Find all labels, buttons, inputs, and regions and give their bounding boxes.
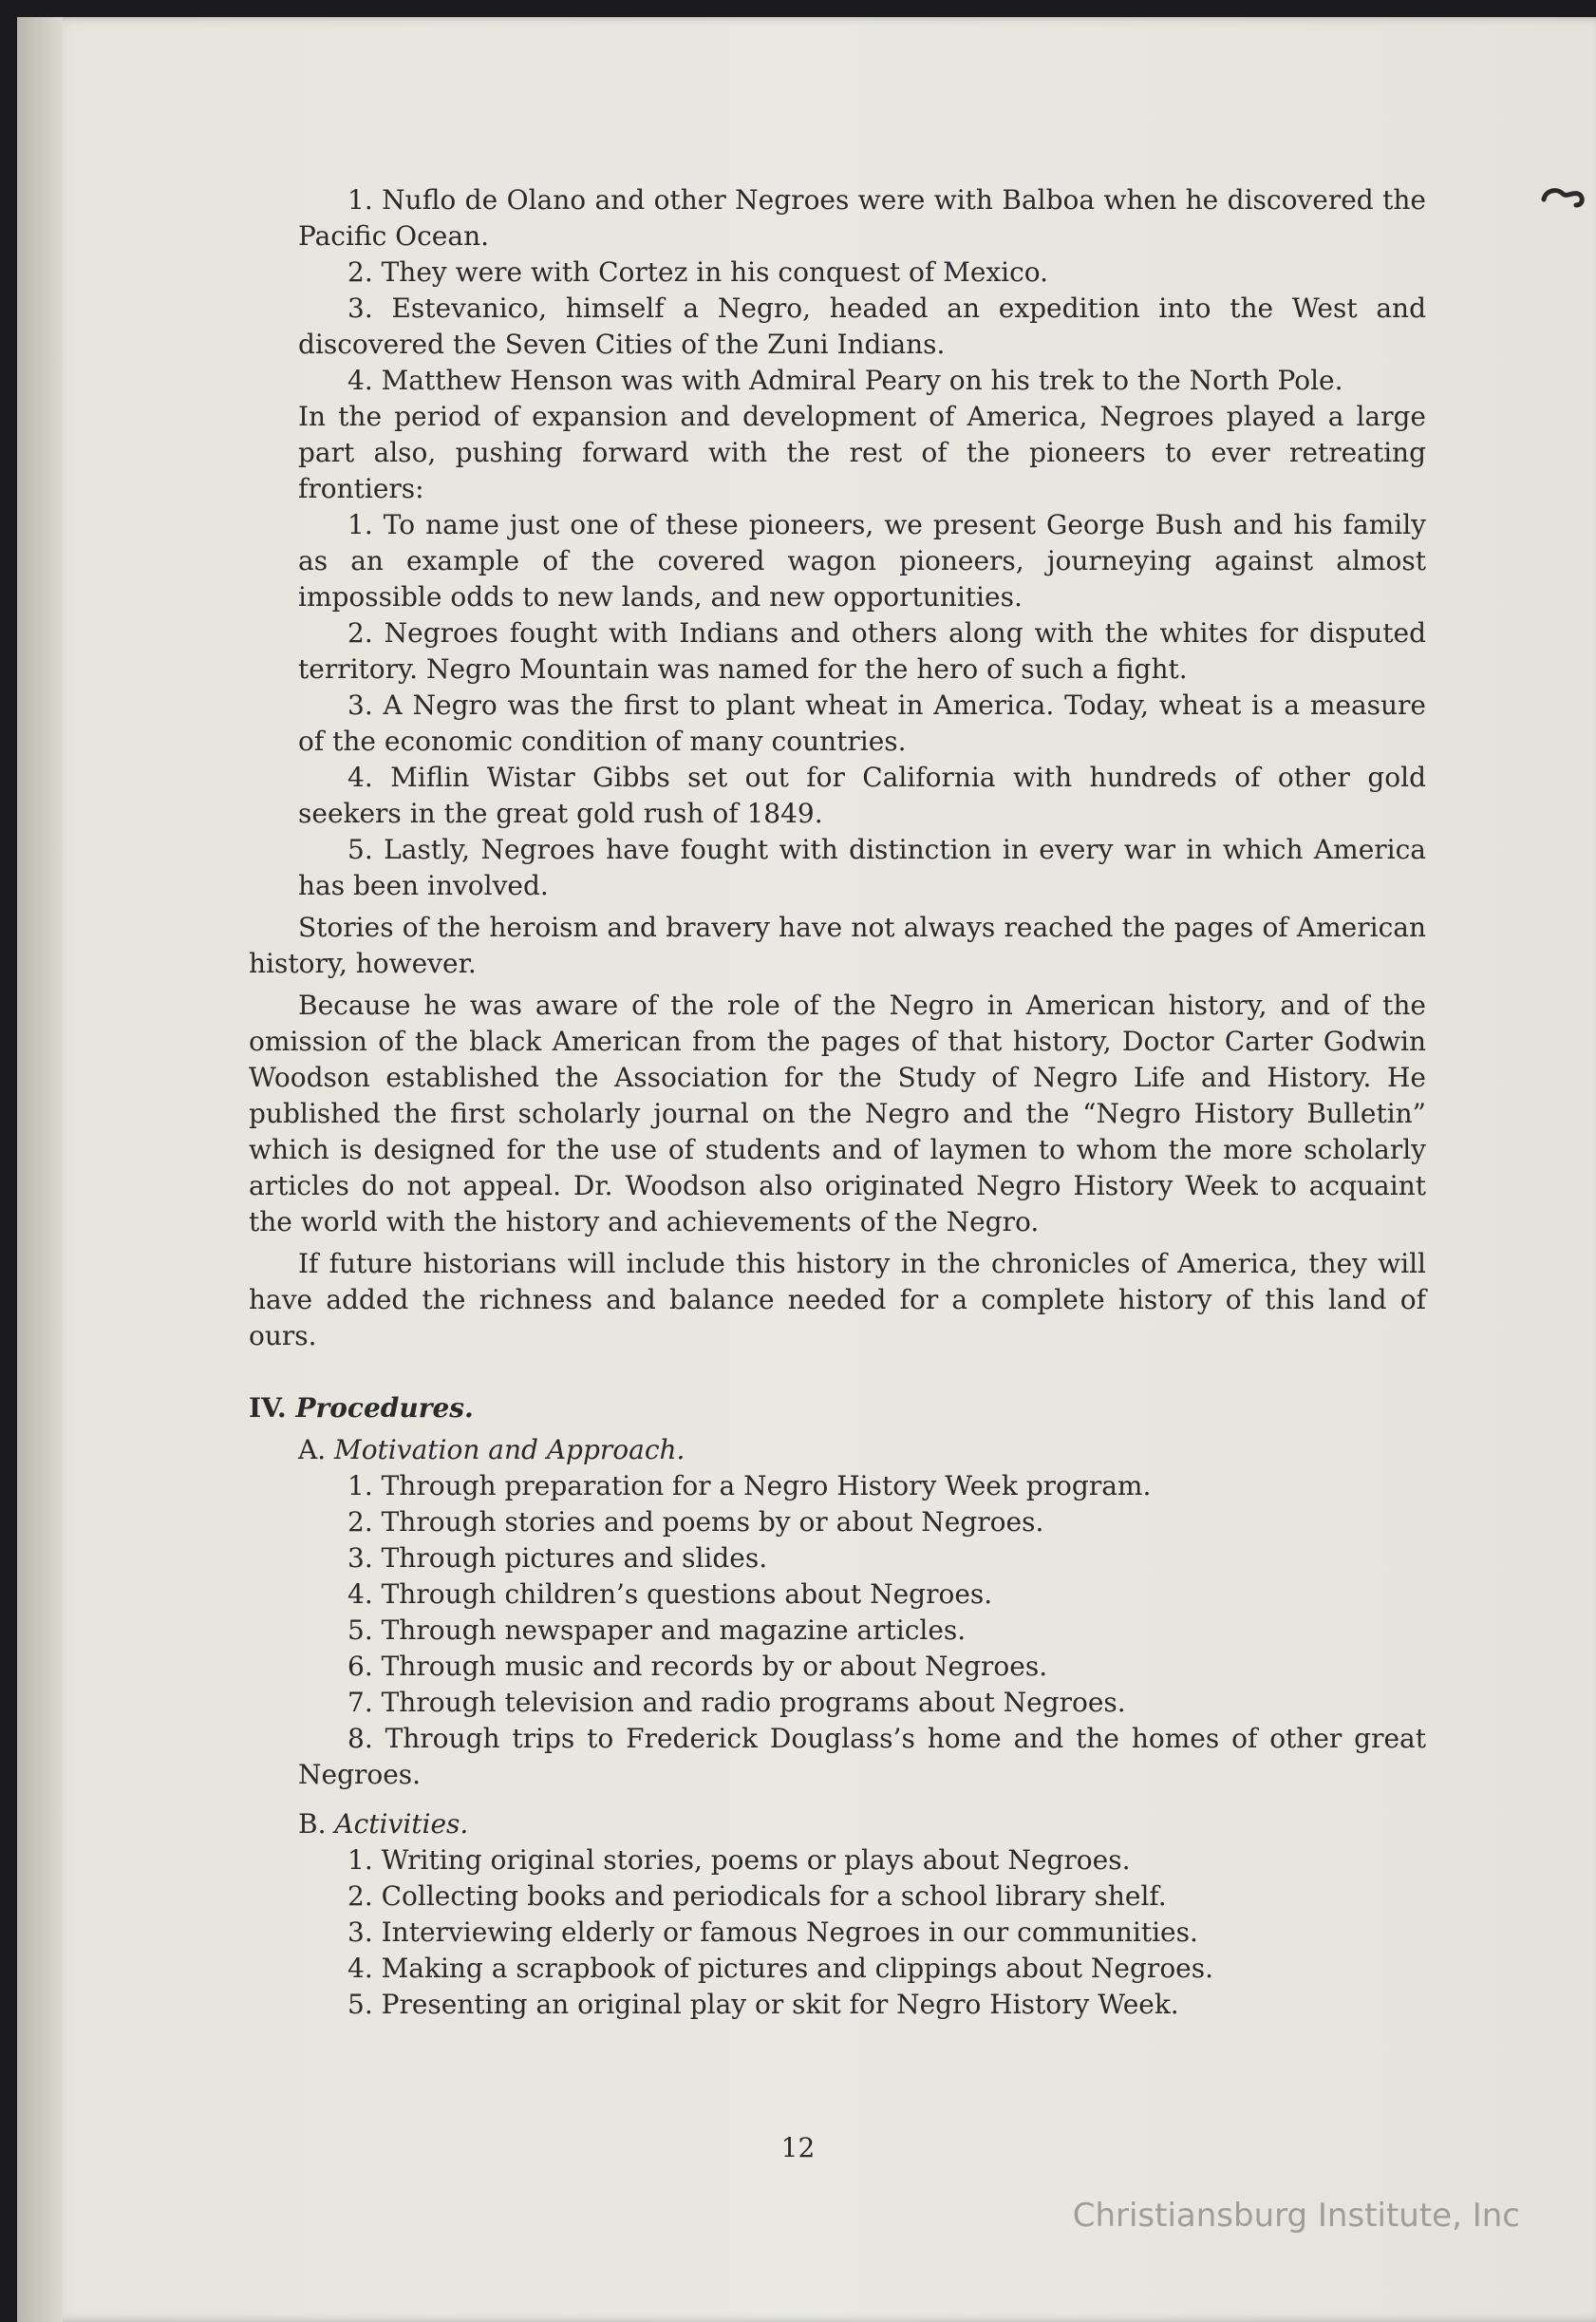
- subsection-number: B.: [298, 1808, 327, 1840]
- section-heading-procedures: [249, 1390, 1426, 1426]
- activities-list: [249, 1842, 1426, 2023]
- subsection-title: Activities.: [334, 1808, 469, 1840]
- list-item: 1. Through preparation for a Negro History Week program.: [347, 1470, 1152, 1501]
- subsection-heading-motivation: [249, 1432, 1426, 1468]
- list-item: 7. Through television and radio programs about Negroes.: [347, 1687, 1126, 1718]
- list-item: 3. Interviewing elderly or famous Negroes in our communities.: [347, 1916, 1198, 1948]
- list-item: 2. Collecting books and periodicals for a school library shelf.: [347, 1880, 1167, 1912]
- document-body: [249, 182, 1426, 2023]
- subsection-heading-activities: [249, 1806, 1426, 1842]
- list-item: 6. Through music and records by or about Negroes.: [347, 1651, 1048, 1682]
- watermark: Christiansburg Institute, Inc: [1072, 2197, 1520, 2235]
- section-title: Procedures.: [295, 1392, 474, 1424]
- paragraph-woodson: Because he was aware of the role of the Negro in American history, and of the omission of the black American from the pages of that history, Doctor Carter Godwin Woodson established the Association for the Study of Negro Life and History. He published the first scholarly journal on the Negro and the “Negro History Bulletin” which is designed for the use of students and of laymen to whom the more scholarly articles do not appeal. Dr. Woodson also originated Negro History Week to acquaint the world with the history and achievements of the Negro.: [249, 990, 1426, 1237]
- motivation-list: [249, 1468, 1426, 1721]
- list-item: 3. Estevanico, himself a Negro, headed an expedition into the West and discovered the Seven Cities of the Zuni Indians.: [298, 293, 1426, 360]
- list-item: 4. Matthew Henson was with Admiral Peary on his trek to the North Pole.: [347, 365, 1343, 396]
- list-item: 1. Nuflo de Olano and other Negroes were with Balboa when he discovered the Pacific Ocean.: [298, 184, 1426, 252]
- list-item: 3. Through pictures and slides.: [347, 1542, 768, 1574]
- list-item: 8. Through trips to Frederick Douglass’s home and the homes of other great Negroes.: [298, 1723, 1426, 1790]
- paper-clip-icon: [1540, 186, 1587, 211]
- list-item: 2. They were with Cortez in his conquest of Mexico.: [347, 256, 1049, 288]
- section-number: IV.: [249, 1392, 287, 1424]
- list-item: 1. Writing original stories, poems or plays about Negroes.: [347, 1844, 1131, 1876]
- list-item: 3. A Negro was the first to plant wheat in America. Today, wheat is a measure of the economic condition of many countries.: [298, 689, 1426, 757]
- paragraph-expansion: In the period of expansion and development of America, Negroes played a large part also, pushing forward with the rest of the pioneers to ever retreating frontiers:: [298, 401, 1426, 504]
- list-item: 4. Through children’s questions about Negroes.: [347, 1578, 993, 1610]
- list-item: 1. To name just one of these pioneers, we present George Bush and his family as an example of the covered wagon pioneers, journeying against almost impossible odds to new lands, and new opportunities.: [298, 509, 1426, 613]
- list-item: 2. Negroes fought with Indians and others along with the whites for disputed territory. Negro Mountain was named for the hero of such a fight.: [298, 617, 1426, 685]
- list-item: 4. Making a scrapbook of pictures and clippings about Negroes.: [347, 1953, 1214, 1984]
- list-item: 5. Lastly, Negroes have fought with distinction in every war in which America has been involved.: [298, 834, 1426, 901]
- paragraph-future: If future historians will include this history in the chronicles of America, they will have added the richness and balance needed for a complete history of this land of ours.: [249, 1248, 1426, 1351]
- list-item: 5. Presenting an original play or skit for Negro History Week.: [347, 1989, 1179, 2020]
- subsection-title: Motivation and Approach.: [334, 1434, 685, 1465]
- page-number: 12: [780, 2132, 816, 2163]
- list-item: 2. Through stories and poems by or about Negroes.: [347, 1506, 1044, 1538]
- list-item: 5. Through newspaper and magazine articles.: [347, 1614, 967, 1646]
- paragraph-stories: Stories of the heroism and bravery have not always reached the pages of American history, however.: [249, 912, 1426, 979]
- list-item: 4. Miflin Wistar Gibbs set out for California with hundreds of other gold seekers in the great gold rush of 1849.: [298, 762, 1426, 829]
- page-spine-shadow: [17, 17, 63, 2322]
- subsection-number: A.: [298, 1434, 327, 1465]
